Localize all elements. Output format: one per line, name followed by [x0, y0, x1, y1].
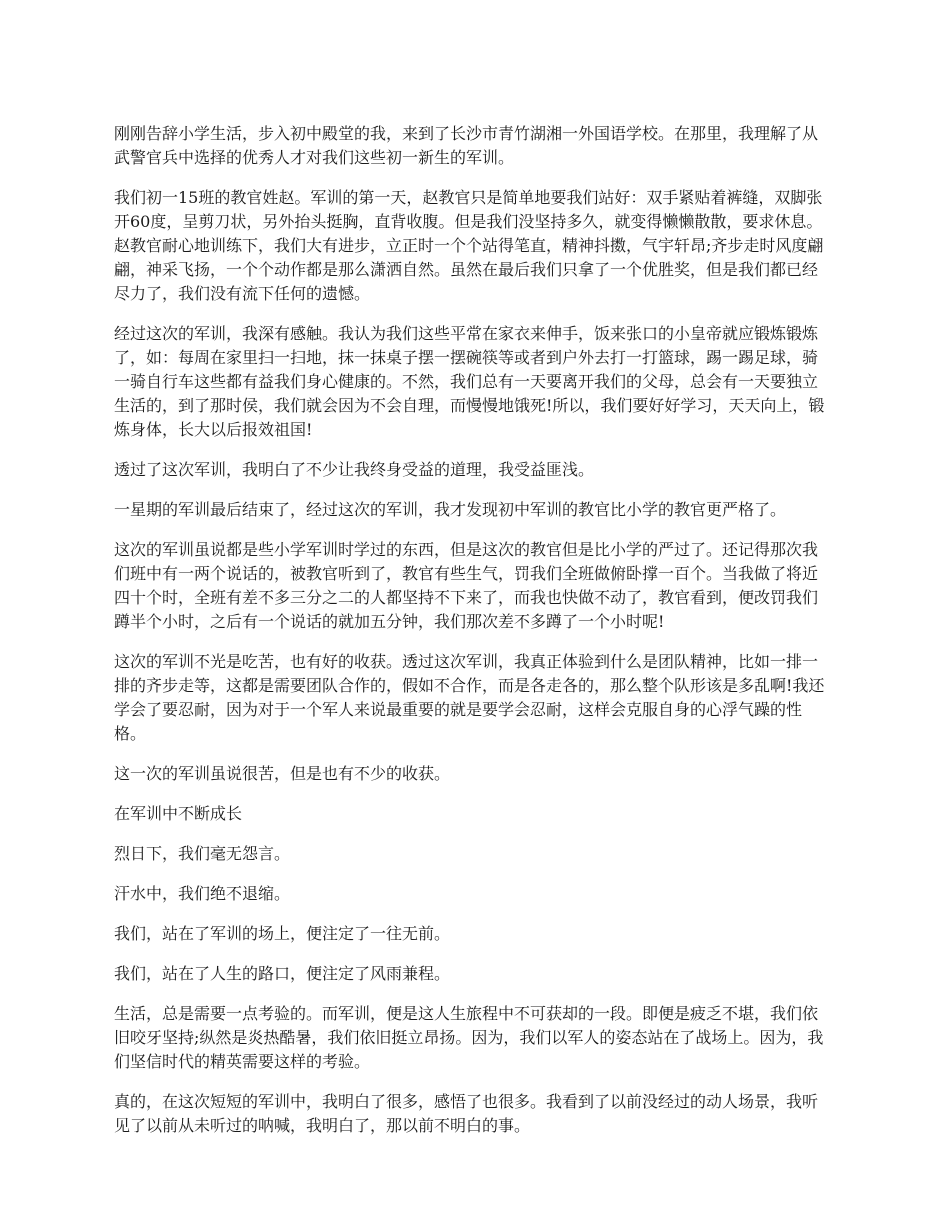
paragraph-6: 这次的军训虽说都是些小学军训时学过的东西，但是这次的教官但是比小学的严过了。还记得那次我们班中有一两个说话的，被教官听到了，教官有些生气，罚我们全班做俯卧撑一百个。当我做了将近四十个时，全班有差不多三分之二的人都坚持不下来了，而我也快做不动了，教官看到，便改罚我们蹲半个小时，之后有一个说话的就加五分钟，我们那次差不多蹲了一个小时呢! — [114, 540, 819, 631]
paragraph-3: 经过这次的军训，我深有感触。我认为我们这些平常在家衣来伸手，饭来张口的小皇帝就应锻炼锻炼了，如：每周在家里扫一扫地，抹一抹桌子摆一摆碗筷等或者到户外去打一打篮球，踢一踢足球，骑一骑自行车这些都有益我们身心健康的。不然，我们总有一天要离开我们的父母，总会有一天要独立生活的，到了那时侯，我们就会因为不会自理，而慢慢地饿死!所以，我们要好好学习，天天向上，锻炼身体，长大以后报效祖国! — [114, 324, 825, 439]
paragraph-8: 这一次的军训虽说很苦，但是也有不少的收获。 — [114, 764, 451, 783]
paragraph-2: 我们初一15班的教官姓赵。军训的第一天，赵教官只是简单地要我们站好：双手紧贴着裤缝，双脚张开60度，呈剪刀状，另外抬头挺胸，直背收腹。但是我们没坚持多久，就变得懒懒散散，要求休息。赵教官耐心地训练下，我们大有进步，立正时一个个站得笔直，精神抖擞，气宇轩昂;齐步走时风度翩翩，神采飞扬，一个个动作都是那么潇洒自然。虽然在最后我们只拿了一个优胜奖，但是我们都已经尽力了，我们没有流下任何的遗憾。 — [114, 188, 824, 303]
document-body — [114, 122, 832, 1138]
paragraph-14: 生活，总是需要一点考验的。而军训，便是这人生旅程中不可获却的一段。即便是疲乏不堪，我们依旧咬牙坚持;纵然是炎热酷暑，我们依旧挺立昂扬。因为，我们以军人的姿态站在了战场上。因为，我们坚信时代的精英需要这样的考验。 — [114, 1004, 824, 1071]
paragraph-5: 一星期的军训最后结束了，经过这次的军训，我才发现初中军训的教官比小学的教官更严格了。 — [114, 500, 787, 519]
section-heading: 在军训中不断成长 — [114, 804, 243, 823]
paragraph-1: 刚刚告辞小学生活，步入初中殿堂的我，来到了长沙市青竹湖湘一外国语学校。在那里，我理解了从武警官兵中选择的优秀人才对我们这些初一新生的军训。 — [114, 124, 819, 167]
paragraph-11: 汗水中，我们绝不退缩。 — [114, 884, 291, 903]
paragraph-7: 这次的军训不光是吃苦，也有好的收获。透过这次军训，我真正体验到什么是团队精神，比如一排一排的齐步走等，这都是需要团队合作的，假如不合作，而是各走各的，那么整个队形该是多乱啊!我还学会了要忍耐，因为对于一个军人来说最重要的就是要学会忍耐，这样会克服自身的心浮气躁的性格。 — [114, 652, 825, 743]
paragraph-13: 我们，站在了人生的路口，便注定了风雨兼程。 — [114, 964, 451, 983]
paragraph-10: 烈日下，我们毫无怨言。 — [114, 844, 291, 863]
paragraph-4: 透过了这次军训，我明白了不少让我终身受益的道理，我受益匪浅。 — [114, 460, 595, 479]
paragraph-12: 我们，站在了军训的场上，便注定了一往无前。 — [114, 924, 451, 943]
paragraph-15: 真的，在这次短短的军训中，我明白了很多，感悟了也很多。我看到了以前没经过的动人场景，我听见了以前从未听过的呐喊，我明白了，那以前不明白的事。 — [114, 1092, 819, 1135]
